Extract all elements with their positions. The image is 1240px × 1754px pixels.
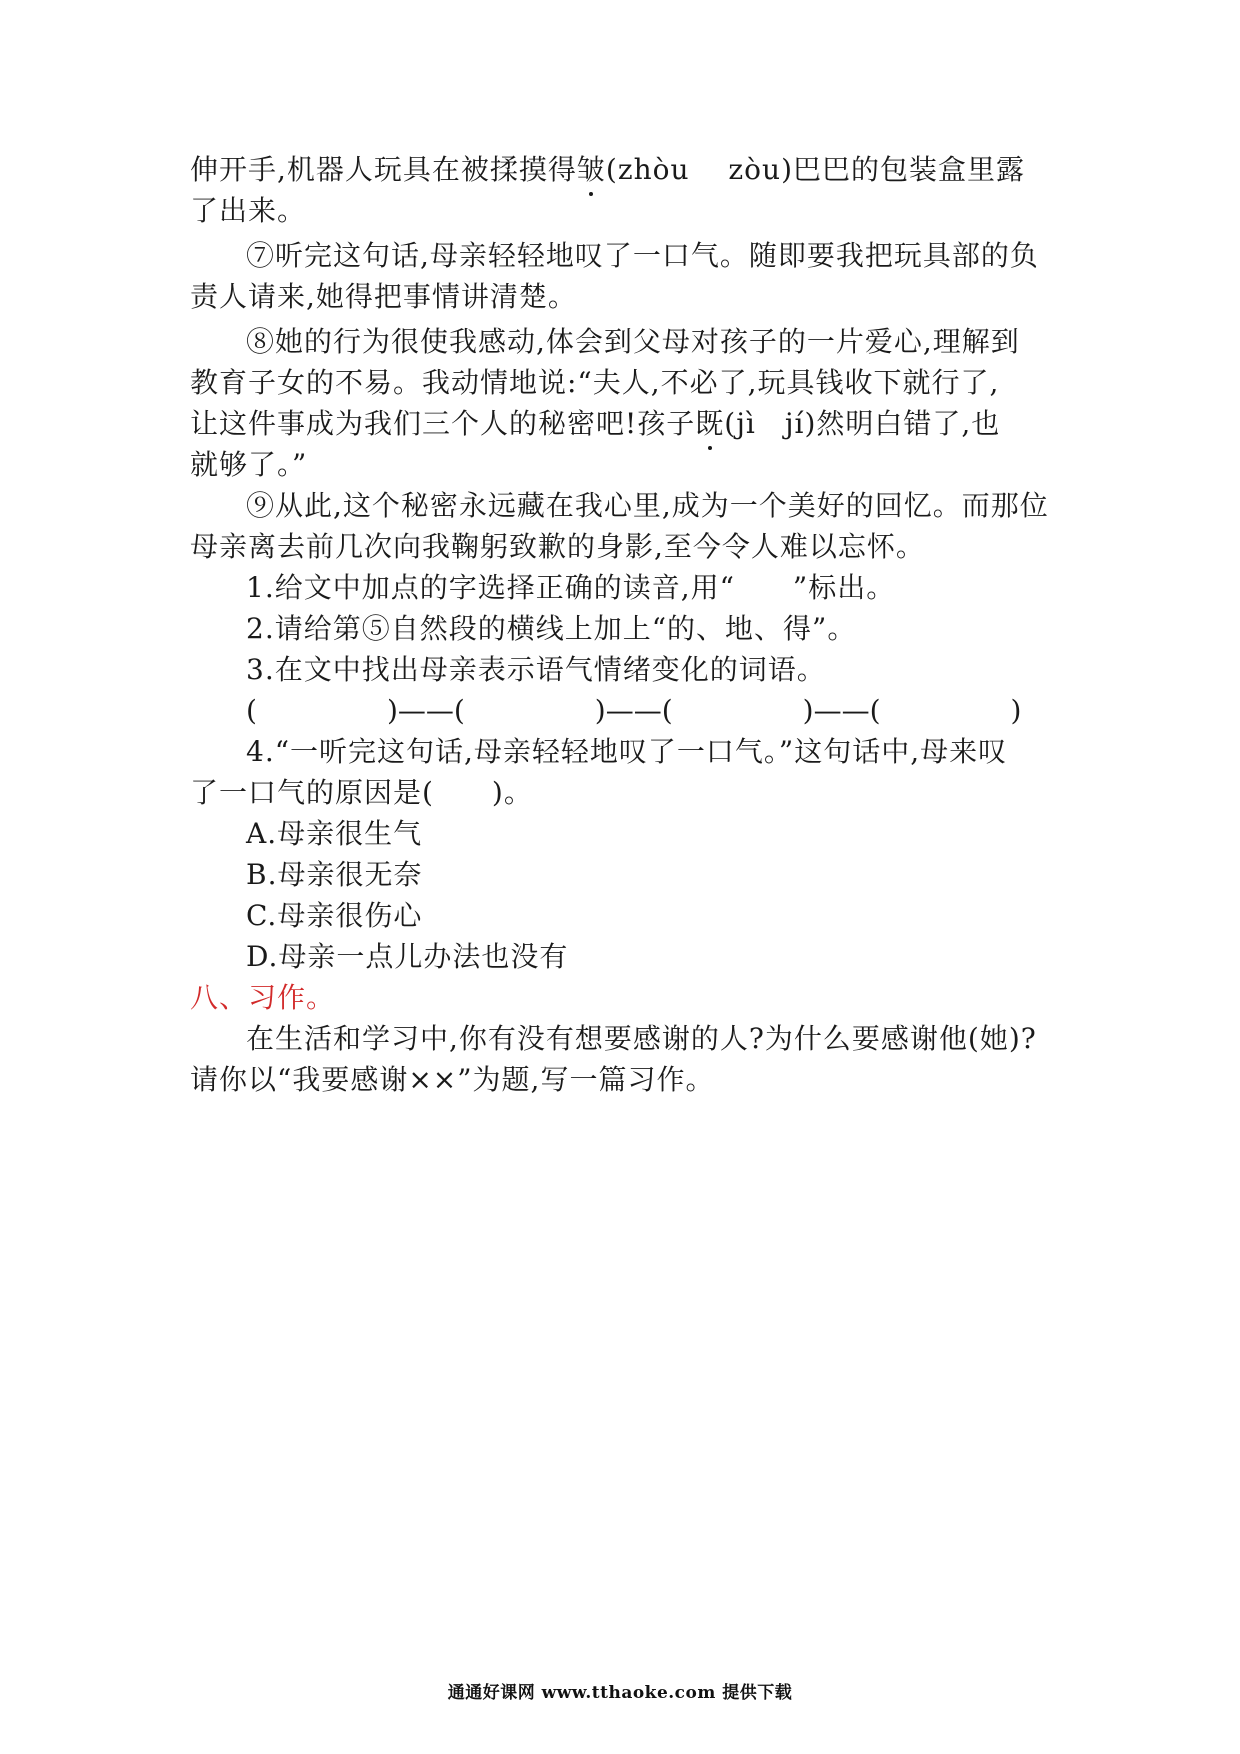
passage-line-1 — [190, 150, 1025, 190]
passage-line-5: ⑧她的行为很使我感动,体会到父母对孩子的一片爱心,理解到 — [246, 325, 1020, 358]
section-8-line-1: 在生活和学习中,你有没有想要感谢的人?为什么要感谢他(她)? — [246, 1022, 1037, 1055]
passage-line-6: 教育子女的不易。我动情地说:“夫人,不必了,玩具钱收下就行了, — [190, 366, 1000, 399]
question-1: 1.给文中加点的字选择正确的读音,用“ ”标出。 — [246, 571, 896, 604]
option-b: B.母亲很无奈 — [246, 858, 423, 891]
option-c: C.母亲很伤心 — [246, 899, 423, 932]
passage-line-4: 责人请来,她得把事情讲清楚。 — [190, 280, 577, 313]
question-4-line-2: 了一口气的原因是( )。 — [190, 776, 533, 809]
passage-line-3: ⑦听完这句话,母亲轻轻地叹了一口气。随即要我把玩具部的负 — [246, 239, 1039, 272]
question-4-line-1: 4.“一听完这句话,母亲轻轻地叹了一口气。”这句话中,母来叹 — [246, 735, 1008, 768]
dotted-char: 既 — [695, 404, 724, 444]
passage-line-2: 了出来。 — [190, 194, 307, 227]
pinyin-choice: (zhòu zòu)巴巴的包装盒里露 — [605, 153, 1025, 186]
passage-line-8: 就够了。” — [190, 448, 308, 481]
blank-sep-1: )——( — [386, 694, 465, 727]
question-2: 2.请给第⑤自然段的横线上加上“的、地、得”。 — [246, 612, 857, 645]
option-a: A.母亲很生气 — [246, 817, 423, 850]
dotted-char: 皱 — [577, 150, 606, 190]
passage-line-9: ⑨从此,这个秘密永远藏在我心里,成为一个美好的回忆。而那位 — [246, 489, 1049, 522]
section-8-heading: 八、习作。 — [190, 981, 336, 1014]
question-3: 3.在文中找出母亲表示语气情绪变化的词语。 — [246, 653, 826, 686]
option-d: D.母亲一点儿办法也没有 — [246, 940, 569, 973]
blank-sep-3: )——( — [802, 694, 881, 727]
blank-close: ) — [1010, 694, 1022, 727]
line-1-text: 伸开手,机器人玩具在被揉摸得 — [190, 153, 577, 186]
footer-source: 通通好课网 www.tthaoke.com 提供下载 — [447, 1683, 793, 1703]
passage-line-10: 母亲离去前几次向我鞠躬致歉的身影,至今令人难以忘怀。 — [190, 530, 925, 563]
passage-line-7: 让这件事成为我们三个人的秘密吧!孩子既(jì jí)然明白错了,也 — [190, 404, 1000, 444]
answer-blanks — [246, 691, 1021, 731]
blank-sep-2: )——( — [594, 694, 673, 727]
section-8-line-2: 请你以“我要感谢××”为题,写一篇习作。 — [190, 1063, 715, 1096]
blank-open: ( — [246, 694, 257, 727]
